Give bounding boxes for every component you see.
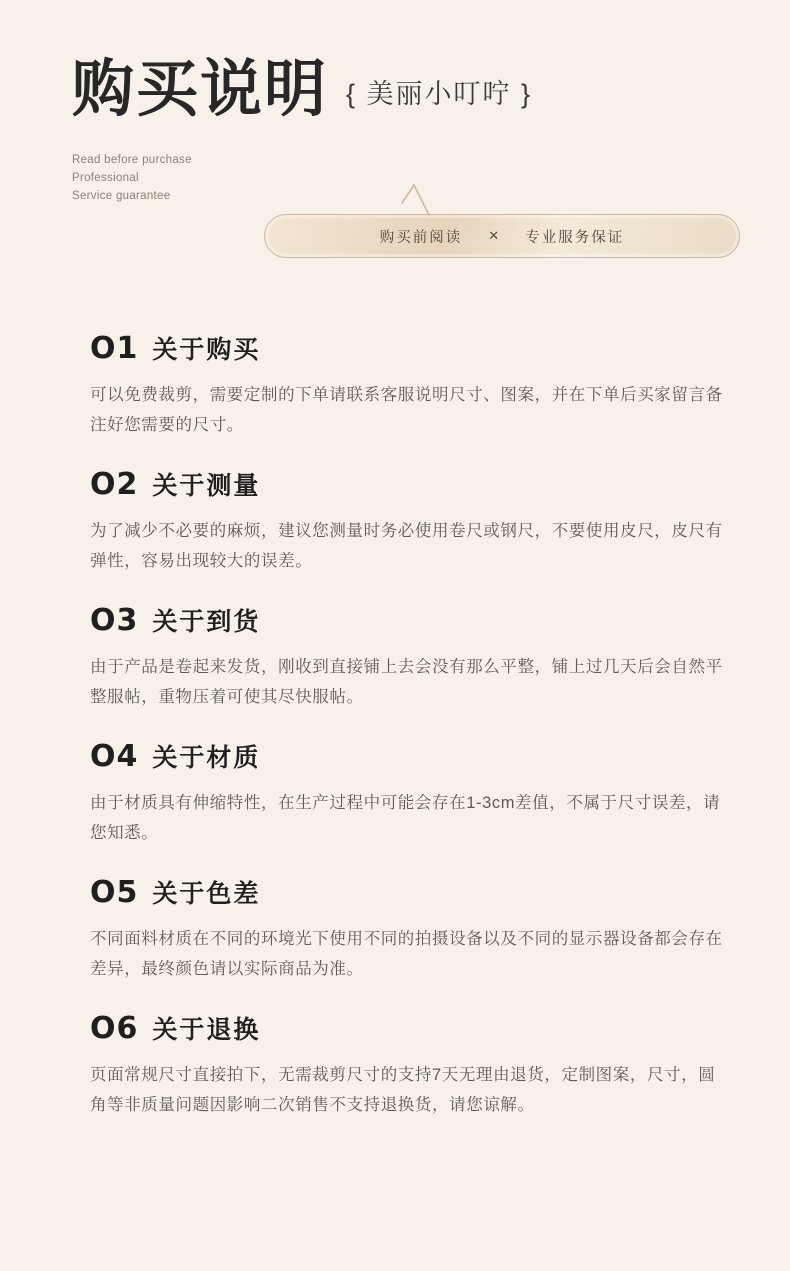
section-body: 由于产品是卷起来发货，刚收到直接铺上去会没有那么平整，铺上过几天后会自然平整服帖，重物压着可使其尽快服帖。 [90,658,723,707]
section-title: 关于退换 [152,1015,261,1045]
section-title: 关于材质 [152,743,261,773]
pill-pointer-icon [401,182,431,216]
section-body: 页面常规尺寸直接拍下，无需裁剪尺寸的支持7天无理由退货，定制图案，尺寸，圆角等非质量问题因影响二次销售不支持退换货，请您谅解。 [90,1066,716,1115]
section-number: O5 [90,875,139,911]
page-title: 购买说明 [72,52,329,125]
banner-pill [264,214,740,258]
pill-right-label: 专业服务保证 [525,229,625,246]
section-title: 关于购买 [152,335,261,364]
meta-line-1: Read before purchase [72,154,192,166]
section-number: O4 [90,739,139,775]
title-row [0,52,790,125]
section-about-color-difference [0,874,790,984]
page-subtitle: { 美丽小叮咛 } [346,79,533,109]
section-number: O6 [90,1011,139,1047]
section-about-purchase [0,330,790,440]
section-about-measurement [0,466,790,576]
section-body: 由于材质具有伸缩特性，在生产过程中可能会存在1-3cm差值，不属于尺寸误差，请您知悉。 [90,794,721,843]
banner-pill-wrapper [264,214,740,258]
section-heading [90,738,728,774]
meta-line-3: Service guarantee [72,189,171,202]
section-number: O3 [90,603,139,639]
section-body: 为了减少不必要的麻烦，建议您测量时务必使用卷尺或钢尺，不要使用皮尺，皮尺有弹性，容易出现较大的误差。 [90,522,723,571]
section-heading [90,466,728,502]
meta-line-2: Professional [72,171,139,184]
pill-divider-icon: ✕ [488,228,500,243]
section-number: O1 [90,331,139,366]
section-body: 可以免费裁剪，需要定制的下单请联系客服说明尺寸、图案，并在下单后买家留言备注好您需要的尺寸。 [90,386,723,435]
section-title: 关于到货 [152,607,261,637]
section-title: 关于测量 [152,471,261,501]
section-body: 不同面料材质在不同的环境光下使用不同的拍摄设备以及不同的显示器设备都会存在差异，最终颜色请以实际商品为准。 [90,930,723,979]
section-about-material [0,738,790,848]
section-title: 关于色差 [152,879,261,909]
page-header [0,0,790,246]
section-heading [90,330,728,366]
section-heading [90,602,728,638]
section-heading [90,874,728,910]
section-about-returns [0,1010,790,1120]
pill-left-label: 购买前阅读 [379,229,463,246]
section-number: O2 [90,467,139,503]
section-about-delivery [0,602,790,712]
english-meta-block [72,152,192,205]
sections-container [0,330,790,1120]
section-heading [90,1010,728,1046]
